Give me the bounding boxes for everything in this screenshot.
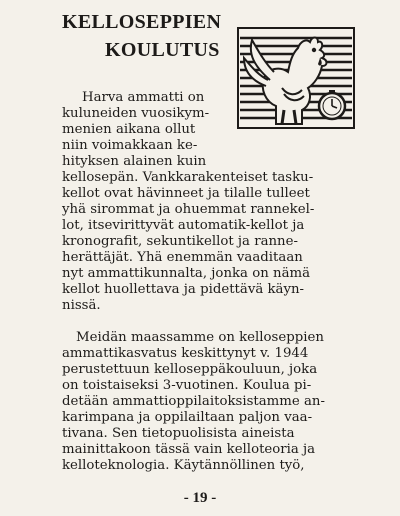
heading-line-1: KELLOSEPPIEN (62, 11, 222, 33)
paragraph-1-line: kellot ovat hävinneet ja tilalle tulleet (62, 186, 310, 201)
paragraph-1-line: yhä sirommat ja ohuemmat rannekel- (62, 202, 315, 217)
paragraph-2-line: mainittakoon tässä vain kelloteoria ja (62, 442, 316, 457)
paragraph-1-line: nyt ammattikunnalta, jonka on nämä (62, 266, 311, 281)
paragraph-2-line: on toistaiseksi 3-vuotinen. Koulua pi- (62, 378, 312, 393)
paragraph-1-line: kronografit, sekuntikellot ja ranne- (62, 234, 298, 249)
paragraph-2-line: tivana. Sen tietopuolisista aineista (62, 426, 295, 441)
paragraph-1-line: menien aikana ollut (62, 122, 196, 137)
paragraph-2-line: perustettuun kelloseppäkouluun, joka (62, 362, 318, 377)
heading-line-2: KOULUTUS (105, 39, 220, 61)
rooster-clock-woodcut-icon (236, 26, 356, 130)
page-number: - 19 - (183, 490, 217, 506)
paragraph-2-line: Meidän maassamme on kelloseppien (76, 330, 324, 345)
paragraph-1-line: herättäjät. Yhä enemmän vaaditaan (62, 250, 303, 265)
paragraph-1-line: kellot huollettava ja pidettävä käyn- (62, 282, 305, 297)
paragraph-2-line: karimpana ja oppilailtaan paljon vaa- (62, 410, 313, 425)
paragraph-1-line: niin voimakkaan ke- (62, 138, 198, 153)
paragraph-2-line: ammattikasvatus keskittynyt v. 1944 (62, 346, 309, 361)
paragraph-2-line: kelloteknologia. Käytännöllinen työ, (62, 458, 305, 473)
paragraph-1-line: kuluneiden vuosikym- (62, 106, 210, 121)
paragraph-1-line: kellosepän. Vankkarakenteiset tasku- (62, 170, 314, 185)
paragraph-1-line: lot, itsevirittyvät automatik-kellot ja (62, 218, 305, 233)
paragraph-2-line: detään ammattioppilaitoksistamme an- (62, 394, 325, 409)
paragraph-1-line: Harva ammatti on (82, 90, 205, 105)
paragraph-1-line: nissä. (62, 298, 101, 313)
paragraph-1-line: hityksen alainen kuin (62, 154, 207, 169)
